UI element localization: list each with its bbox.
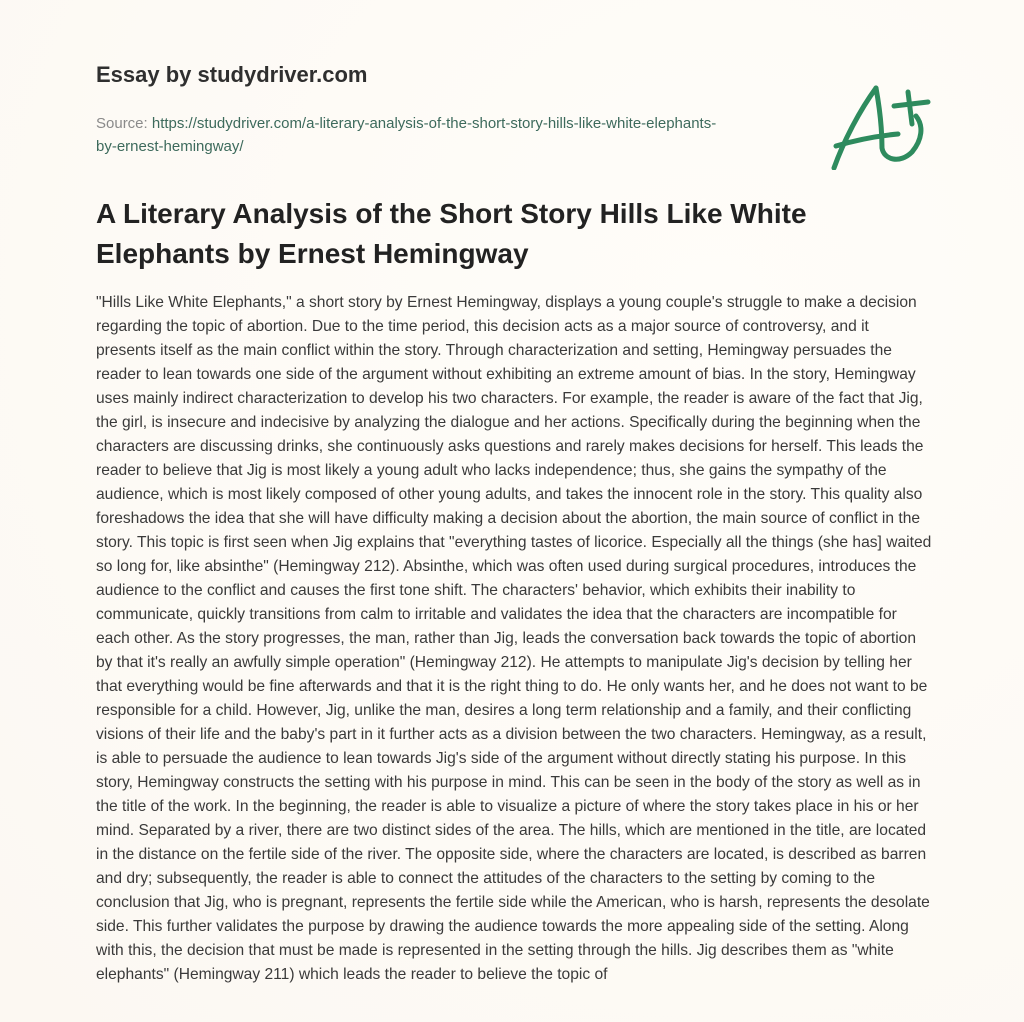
source-label: Source: [96,115,148,132]
essay-body: "Hills Like White Elephants," a short story by Ernest Hemingway, displays a young couple's struggle to make a decision regarding the topic of abortion. Due to the time period, this decision acts as a major source of controversy, and it presents itself as the main conflict within the story. Through characterization and setting, Hemingway persuades the reader to lean towards one side of the argument without exhibiting an extreme amount of bias. In the story, Hemingway uses mainly indirect characterization to develop his two characters. For example, the reader is aware of the fact that Jig, the girl, is insecure and indecisive by analyzing the dialogue and her actions. Specifically during the beginning when the characters are discussing drinks, she continuously asks questions and rarely makes decisions for herself. This leads the reader to believe that Jig is most likely a young adult who lacks independence; thus, she gains the sympathy of the audience, which is most likely composed of other young adults, and takes the innocent role in the story. This quality also foreshadows the idea that she will have difficulty making a decision about the abortion, the main source of conflict in the story. This topic is first seen when Jig explains that "everything tastes of licorice. Especially all the things (she has] waited so long for, like absinthe" (Hemingway 212). Absinthe, which was often used during surgical procedures, introduces the audience to the conflict and causes the first tone shift. The characters' behavior, which exhibits their inability to communicate, quickly transitions from calm to irritable and validates the idea that the characters are incompatible for each other. As the story progresses, the man, rather than Jig, leads the conversation back towards the topic of abortion by that it's really an awfully simple operation" (Hemingway 212). He attempts to manipulate Jig's decision by telling her that everything would be fine afterwards and that it is the right thing to do. He only wants her, and he does not want to be responsible for a child. However, Jig, unlike the man, desires a long term relationship and a family, and their conflicting visions of their life and the baby's part in it further acts as a division between the two characters. Hemingway, as a result, is able to persuade the audience to lean towards Jig's side of the argument without directly stating his purpose. In this story, Hemingway constructs the setting with his purpose in mind. This can be seen in the body of the story as well as in the title of the work. In the beginning, the reader is able to visualize a picture of where the story takes place in his or her mind. Separated by a river, there are two distinct sides of the area. The hills, which are mentioned in the title, are located in the distance on the fertile side of the river. The opposite side, where the characters are located, is described as barren and dry; subsequently, the reader is able to connect the attitudes of the characters to the setting by coming to the conclusion that Jig, who is pregnant, represents the fertile side while the American, who is harsh, represents the desolate side. This further validates the purpose by drawing the audience towards the more appealing side of the setting. Along with this, the decision that must be made is represented in the setting through the hills. Jig describes them as "white elephants" (Hemingway 211) which leads the reader to believe the topic of [96,294,932,983]
source-line [96,112,736,158]
source-link[interactable]: https://studydriver.com/a-literary-analysis-of-the-short-story-hills-like-white-elephants-by-ernest-hemingway/ [96,115,717,155]
a-plus-grade-icon [820,60,940,170]
document-title: A Literary Analysis of the Short Story Hills Like White Elephants by Ernest Hemingway [96,198,807,269]
site-title: Essay by studydriver.com [96,62,368,87]
